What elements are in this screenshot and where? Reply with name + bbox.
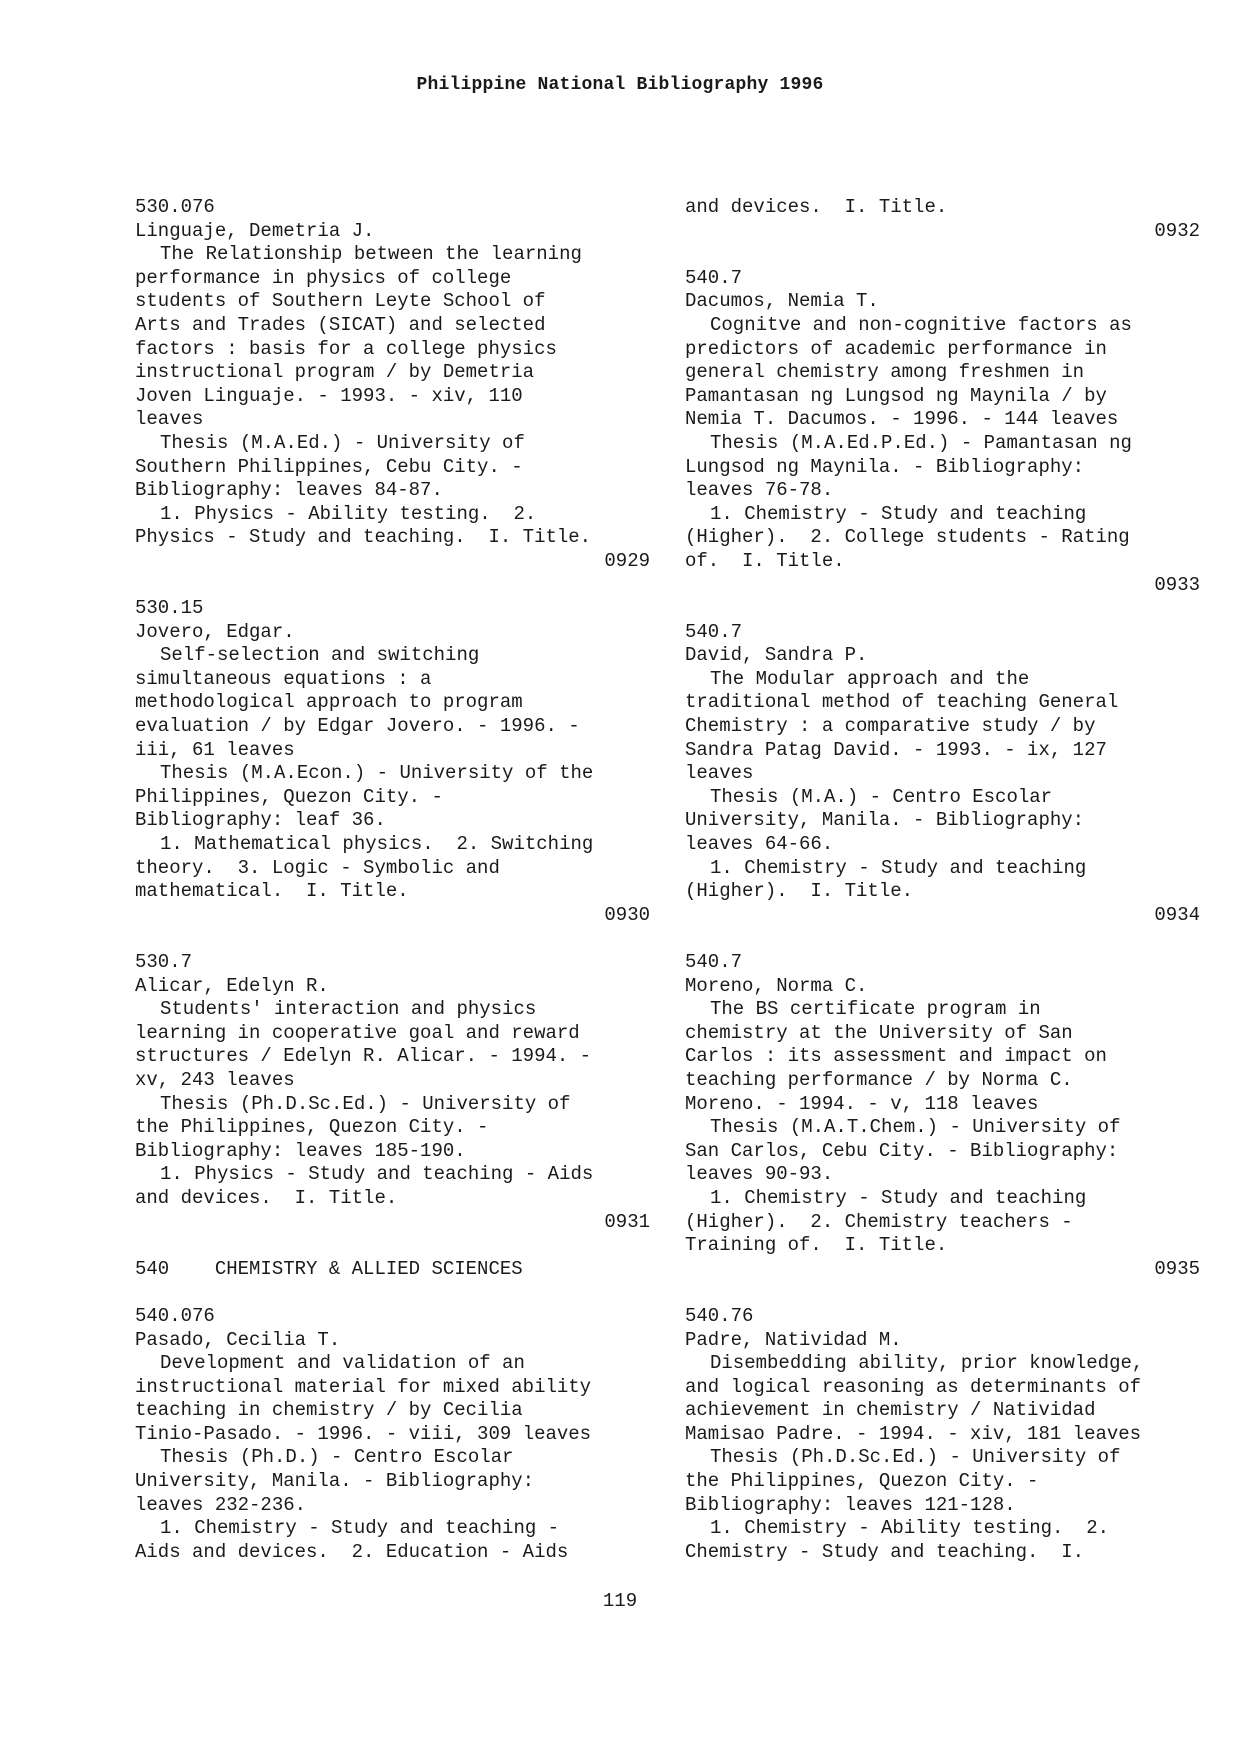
entry-line: the Philippines, Quezon City. - (685, 1470, 1039, 1493)
entry-line: (Higher). 2. Chemistry teachers - (685, 1210, 1073, 1233)
entry-line: Carlos : its assessment and impact on (685, 1045, 1107, 1068)
entry-line: 1. Chemistry - Study and teaching (710, 502, 1087, 525)
entry-line: xv, 243 leaves (135, 1068, 295, 1091)
entry-line: leaves (685, 762, 754, 785)
entry-line: leaves 64-66. (685, 833, 834, 856)
entry-line: Sandra Patag David. - 1993. - ix, 127 (685, 738, 1107, 761)
entry-line: Pamantasan ng Lungsod ng Maynila / by (685, 384, 1107, 407)
entry-line: Chemistry - Study and teaching. I. (685, 1540, 1085, 1563)
entry-line: and devices. I. Title. (135, 1186, 398, 1209)
entry-line: University, Manila. - Bibliography: (685, 809, 1085, 832)
entry-line: 1. Chemistry - Study and teaching (710, 856, 1087, 879)
entry-line: 540 CHEMISTRY & ALLIED SCIENCES (135, 1257, 523, 1280)
entry-line: theory. 3. Logic - Symbolic and (135, 856, 500, 879)
entry-line: 1. Mathematical physics. 2. Switching (160, 833, 594, 856)
entry-line: students of Southern Leyte School of (135, 290, 546, 313)
entry-number: 0932 (1154, 219, 1200, 242)
entry-line: Philippines, Quezon City. - (135, 785, 443, 808)
entry-line: Aids and devices. 2. Education - Aids (135, 1540, 569, 1563)
entry-line: Bibliography: leaves 84-87. (135, 479, 443, 502)
blank-line (685, 243, 1205, 267)
entry-line: Padre, Natividad M. (685, 1328, 902, 1351)
entry-line: Disembedding ability, prior knowledge, (710, 1352, 1144, 1375)
entry-line: Mamisao Padre. - 1994. - xiv, 181 leaves (685, 1422, 1142, 1445)
left-column (135, 196, 655, 1564)
entry-line: instructional material for mixed ability (135, 1375, 592, 1398)
entry-number: 0931 (604, 1210, 650, 1233)
entry-line: Pasado, Cecilia T. (135, 1328, 341, 1351)
entry-line: 1. Physics - Study and teaching - Aids (160, 1163, 594, 1186)
entry-line: 540.7 (685, 951, 743, 973)
page-title: Philippine National Bibliography 1996 (416, 75, 824, 95)
entry-line: Bibliography: leaf 36. (135, 809, 386, 832)
entry-line: The Relationship between the learning (160, 243, 582, 266)
entry-line: Students' interaction and physics (160, 998, 537, 1021)
entry-line: Thesis (Ph.D.Sc.Ed.) - University of (160, 1092, 571, 1115)
entry-line: Thesis (Ph.D.Sc.Ed.) - University of (710, 1446, 1121, 1469)
entry-line: 540.76 (685, 1304, 754, 1327)
entry-line: learning in cooperative goal and reward (135, 1021, 580, 1044)
entry-line: Thesis (Ph.D.) - Centro Escolar (160, 1446, 514, 1469)
entry-line: Physics - Study and teaching. I. Title. (135, 526, 592, 549)
entry-line: leaves 90-93. (685, 1163, 834, 1186)
page-number: 119 (602, 1590, 638, 1612)
entry-line: 530.076 (135, 196, 215, 218)
entry-line: iii, 61 leaves (135, 738, 295, 761)
entry-line: leaves (135, 408, 204, 431)
entry-number: 0934 (1154, 903, 1200, 926)
blank-line (135, 927, 655, 951)
entry-line: Thesis (M.A.) - Centro Escolar (710, 785, 1053, 808)
right-column (685, 196, 1205, 1564)
entry-line: 540.7 (685, 266, 743, 289)
entry-line: Bibliography: leaves 185-190. (135, 1139, 466, 1162)
entry-line: Dacumos, Nemia T. (685, 290, 879, 313)
entry-line: Bibliography: leaves 121-128. (685, 1493, 1016, 1516)
entry-line: and logical reasoning as determinants of (685, 1375, 1142, 1398)
entry-line: Training of. I. Title. (685, 1234, 948, 1257)
entry-line: University, Manila. - Bibliography: (135, 1470, 535, 1493)
entry-line: structures / Edelyn R. Alicar. - 1994. - (135, 1045, 592, 1068)
entry-line: predictors of academic performance in (685, 337, 1107, 360)
entry-line: Moreno, Norma C. (685, 974, 868, 997)
entry-line: achievement in chemistry / Natividad (685, 1399, 1096, 1422)
entry-line: 1. Physics - Ability testing. 2. (160, 502, 537, 525)
entry-line: David, Sandra P. (685, 644, 868, 667)
entry-line: The BS certificate program in (710, 998, 1041, 1021)
entry-line: the Philippines, Quezon City. - (135, 1116, 489, 1139)
entry-line: 540.7 (685, 620, 743, 643)
entry-line: leaves 232-236. (135, 1493, 307, 1516)
entry-line: 540.076 (135, 1304, 215, 1327)
entry-line: (Higher). I. Title. (685, 880, 914, 903)
entry-line: chemistry at the University of San (685, 1021, 1073, 1044)
entry-line: leaves 76-78. (685, 479, 834, 502)
entry-line: 1. Chemistry - Study and teaching - (160, 1517, 560, 1540)
blank-line (135, 1281, 655, 1305)
entry-line: Southern Philippines, Cebu City. - (135, 455, 523, 478)
entry-line: simultaneous equations : a (135, 667, 432, 690)
entry-number: 0935 (1154, 1257, 1200, 1280)
entry-line: evaluation / by Edgar Jovero. - 1996. - (135, 715, 580, 738)
entry-line: Linguaje, Demetria J. (135, 219, 375, 242)
entry-line: Cognitve and non-cognitive factors as (710, 313, 1132, 336)
blank-line (685, 597, 1205, 621)
entry-line: 530.7 (135, 951, 193, 973)
blank-line (685, 1281, 1205, 1305)
entry-line: San Carlos, Cebu City. - Bibliography: (685, 1139, 1119, 1162)
entry-line: of. I. Title. (685, 549, 845, 572)
entry-line: Thesis (M.A.Ed.P.Ed.) - Pamantasan ng (710, 431, 1132, 454)
entry-line: mathematical. I. Title. (135, 880, 409, 903)
entry-line: (Higher). 2. College students - Rating (685, 526, 1130, 549)
entry-line: factors : basis for a college physics (135, 337, 557, 360)
entry-line: Alicar, Edelyn R. (135, 974, 329, 997)
blank-line (135, 574, 655, 598)
entry-line: The Modular approach and the (710, 667, 1030, 690)
entry-line: Thesis (M.A.Ed.) - University of (160, 431, 525, 454)
entry-line: and devices. I. Title. (685, 196, 948, 218)
entry-line: Thesis (M.A.T.Chem.) - University of (710, 1116, 1121, 1139)
entry-line: Thesis (M.A.Econ.) - University of the (160, 762, 594, 785)
entry-line: Nemia T. Dacumos. - 1996. - 144 leaves (685, 408, 1119, 431)
entry-line: 1. Chemistry - Study and teaching (710, 1186, 1087, 1209)
entry-line: instructional program / by Demetria (135, 361, 535, 384)
entry-number: 0930 (604, 903, 650, 926)
entry-line: Chemistry : a comparative study / by (685, 715, 1096, 738)
entry-line: Joven Linguaje. - 1993. - xiv, 110 (135, 384, 523, 407)
entry-number: 0929 (604, 549, 650, 572)
entry-line: methodological approach to program (135, 691, 523, 714)
entry-line: 1. Chemistry - Ability testing. 2. (710, 1517, 1110, 1540)
entry-line: general chemistry among freshmen in (685, 361, 1085, 384)
entry-number: 0933 (1154, 573, 1200, 596)
entry-line: performance in physics of college (135, 266, 512, 289)
entry-line: 530.15 (135, 597, 204, 620)
blank-line (685, 927, 1205, 951)
entry-line: teaching in chemistry / by Cecilia (135, 1399, 523, 1422)
entry-line: Jovero, Edgar. (135, 620, 295, 643)
blank-line (135, 1234, 655, 1258)
entry-line: Self-selection and switching (160, 644, 480, 667)
entry-line: Lungsod ng Maynila. - Bibliography: (685, 455, 1085, 478)
entry-line: Moreno. - 1994. - v, 118 leaves (685, 1092, 1039, 1115)
entry-line: Tinio-Pasado. - 1996. - viii, 309 leaves (135, 1422, 592, 1445)
entry-line: teaching performance / by Norma C. (685, 1068, 1073, 1091)
entry-line: traditional method of teaching General (685, 691, 1119, 714)
entry-line: Arts and Trades (SICAT) and selected (135, 313, 546, 336)
entry-line: Development and validation of an (160, 1352, 525, 1375)
